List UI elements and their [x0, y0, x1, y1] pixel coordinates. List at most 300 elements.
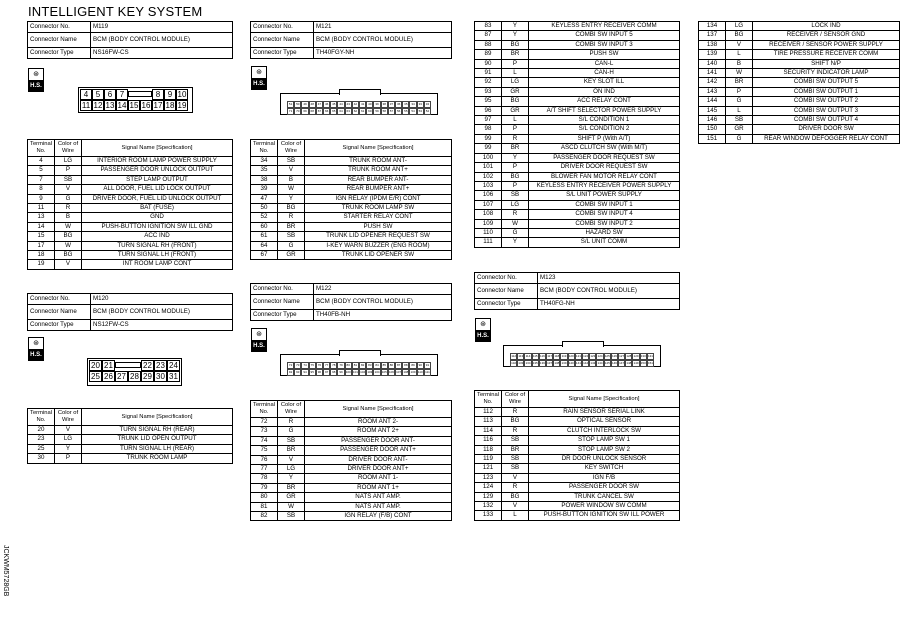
connector-pin: 12 — [93, 101, 103, 110]
color-cell: G — [502, 228, 529, 237]
table-row — [475, 163, 680, 172]
terminal-cell: 79 — [251, 483, 278, 492]
terminal-cell: 52 — [251, 213, 278, 222]
connector-pin: 58 — [382, 109, 386, 113]
terminal-cell: 99 — [475, 144, 502, 153]
color-cell: BG — [502, 97, 529, 106]
table-row — [475, 116, 680, 125]
color-cell: L — [502, 511, 529, 520]
connector-pin: 9 — [164, 89, 176, 100]
signal-cell: S/L CONDITION 2 — [529, 125, 680, 134]
signal-cell: TURN SIGNAL RH (FRONT) — [82, 241, 233, 250]
connector-pin: 72 — [288, 363, 293, 367]
connector-pin: 8 — [152, 89, 164, 100]
color-cell: V — [278, 166, 305, 175]
table-row — [475, 483, 680, 492]
color-cell: BG — [726, 31, 753, 40]
color-cell: G — [278, 427, 305, 436]
signal-cell: KEYLESS ENTRY RECEIVER COMM — [529, 22, 680, 31]
connector-pin: 141 — [575, 361, 581, 365]
terminal-cell: 50 — [251, 204, 278, 213]
color-cell: R — [502, 210, 529, 219]
terminal-cell: 14 — [28, 222, 55, 231]
connector-pin: 71 — [288, 109, 293, 113]
color-cell: BR — [726, 78, 753, 87]
table-row — [475, 436, 680, 445]
color-cell: L — [502, 116, 529, 125]
table-row — [28, 194, 233, 203]
terminal-cell: 88 — [475, 40, 502, 49]
color-cell: GR — [502, 106, 529, 115]
table-row — [699, 87, 900, 96]
terminal-cell: 97 — [475, 116, 502, 125]
connector-pin: 19 — [177, 101, 187, 110]
connector-face-m122 — [280, 354, 438, 376]
table-row — [251, 427, 452, 436]
connector-pin: 123 — [590, 354, 596, 358]
label: Connector Name — [251, 295, 314, 310]
table-row — [475, 210, 680, 219]
signal-cell: PUSH SW — [529, 50, 680, 59]
hs-icon: ⊛ H.S. — [251, 328, 267, 354]
color-cell: R — [502, 408, 529, 417]
terminal-cell: 89 — [475, 50, 502, 59]
color-cell: BR — [502, 50, 529, 59]
table-row — [475, 181, 680, 190]
connector-pin: 148 — [626, 361, 632, 365]
connector-info-m120 — [27, 293, 233, 331]
color-cell: W — [726, 69, 753, 78]
table-row — [475, 238, 680, 247]
value: TH40FG-NH — [538, 299, 680, 310]
value: M123 — [538, 273, 680, 284]
connector-pin: 145 — [604, 361, 610, 365]
table-row — [28, 204, 233, 213]
connector-pin: 66 — [324, 109, 329, 113]
terminal-cell: 108 — [475, 210, 502, 219]
color-cell: R — [278, 418, 305, 427]
connector-pin: 20 — [89, 360, 102, 371]
terminal-cell: 60 — [251, 222, 278, 231]
signal-cell: DRIVER DOOR, FUEL LID UNLOCK OUTPUT — [82, 194, 233, 203]
value: M119 — [91, 22, 233, 33]
connector-pin: 32 — [425, 102, 430, 106]
table-row — [28, 213, 233, 222]
table-row — [251, 446, 452, 455]
connector-pin: 110 — [417, 370, 423, 374]
connector-pin: 56 — [396, 109, 401, 113]
header-color: Color of Wire — [278, 140, 305, 157]
connector-pin: 126 — [611, 354, 617, 358]
connector-pin: 108 — [403, 370, 409, 374]
signal-cell: STOP LAMP SW 2 — [529, 445, 680, 454]
color-cell: SB — [278, 436, 305, 445]
signal-cell: I-KEY WARN BUZZER (ENG ROOM) — [305, 241, 452, 250]
signal-cell: PASSENGER DOOR ANT- — [305, 436, 452, 445]
signal-cell: KEYLESS ENTRY RECEIVER POWER SUPPLY — [529, 181, 680, 190]
signal-cell: TURN SIGNAL LH (FRONT) — [82, 251, 233, 260]
table-row — [251, 204, 452, 213]
color-cell: R — [278, 213, 305, 222]
terminal-cell: 151 — [699, 134, 726, 143]
connector-pin: 92 — [288, 370, 293, 374]
terminal-cell: 123 — [475, 473, 502, 482]
header-color: Color of Wire — [502, 391, 529, 408]
connector-pin: 77 — [324, 363, 329, 367]
terminal-cell: 5 — [28, 166, 55, 175]
connector-pin: 104 — [374, 370, 380, 374]
connector-pin: 26 — [102, 371, 115, 382]
label: Connector Name — [28, 305, 91, 320]
connector-pin: 14 — [117, 101, 127, 110]
color-cell: P — [502, 59, 529, 68]
label: Connector Type — [251, 48, 314, 59]
terminal-cell: 64 — [251, 241, 278, 250]
connector-pin: 85 — [382, 363, 386, 367]
connector-pin: 5 — [92, 89, 104, 100]
color-cell: BG — [502, 40, 529, 49]
terminal-cell: 92 — [475, 78, 502, 87]
signal-cell: SHIFT P (With A/T) — [529, 134, 680, 143]
connector-pin: 18 — [165, 101, 175, 110]
table-row — [251, 502, 452, 511]
terminal-cell: 98 — [475, 125, 502, 134]
color-cell: Y — [502, 238, 529, 247]
connector-pin — [115, 362, 141, 368]
terminal-cell: 11 — [28, 204, 55, 213]
table-row — [475, 191, 680, 200]
table-row — [475, 200, 680, 209]
color-cell: B — [55, 213, 82, 222]
terminal-cell: 74 — [251, 436, 278, 445]
connector-pin — [128, 91, 152, 97]
table-row — [251, 241, 452, 250]
table-row — [251, 483, 452, 492]
table-row — [28, 454, 233, 463]
terminal-cell: 118 — [475, 445, 502, 454]
table-row — [251, 194, 452, 203]
terminal-cell: 129 — [475, 492, 502, 501]
terminal-cell: 78 — [251, 474, 278, 483]
connector-pin: 21 — [102, 360, 115, 371]
signal-cell: NATS ANT AMP. — [305, 493, 452, 502]
connector-pin: 88 — [404, 363, 408, 367]
connector-pin: 45 — [332, 102, 336, 106]
connector-pin: 42 — [353, 102, 358, 106]
table-row — [28, 222, 233, 231]
table-row — [475, 134, 680, 143]
label: Connector Name — [475, 284, 538, 299]
table-row — [475, 172, 680, 181]
signal-table-m121 — [250, 139, 452, 260]
table-row — [475, 417, 680, 426]
connector-face-m123 — [503, 345, 661, 367]
signal-cell: DR DOOR UNLOCK SENSOR — [529, 455, 680, 464]
signal-cell: KEY SLOT ILL — [529, 78, 680, 87]
table-row — [251, 222, 452, 231]
connector-pin: 39 — [375, 102, 379, 106]
connector-pin: 143 — [590, 361, 596, 365]
connector-face-m119 — [78, 87, 193, 113]
connector-pin: 6 — [104, 89, 116, 100]
terminal-cell: 109 — [475, 219, 502, 228]
signal-cell: STOP LAMP SW 1 — [529, 436, 680, 445]
terminal-cell: 82 — [251, 512, 278, 521]
connector-pin: 103 — [367, 370, 373, 374]
signal-cell: PASSENGER DOOR UNLOCK OUTPUT — [82, 166, 233, 175]
terminal-cell: 8 — [28, 185, 55, 194]
table-row — [699, 31, 900, 40]
connector-pin: 44 — [339, 102, 343, 106]
color-cell: V — [278, 455, 305, 464]
color-cell: P — [726, 87, 753, 96]
terminal-cell: 138 — [699, 40, 726, 49]
color-cell: BR — [278, 446, 305, 455]
signal-cell: IGN F/B — [529, 473, 680, 482]
color-cell: BR — [278, 222, 305, 231]
terminal-cell: 119 — [475, 455, 502, 464]
table-row — [475, 87, 680, 96]
table-row — [28, 241, 233, 250]
signal-cell: TURN SIGNAL LH (REAR) — [82, 444, 233, 453]
color-cell: LG — [278, 465, 305, 474]
table-row — [475, 59, 680, 68]
signal-cell: ON IND — [529, 87, 680, 96]
signal-cell: SHIFT N/P — [753, 59, 900, 68]
terminal-cell: 112 — [475, 408, 502, 417]
signal-cell: REAR BUMPER ANT+ — [305, 185, 452, 194]
signal-cell: COMBI SW OUTPUT 1 — [753, 87, 900, 96]
terminal-cell: 113 — [475, 417, 502, 426]
table-row — [699, 106, 900, 115]
connector-pin: 61 — [360, 109, 365, 113]
connector-pin: 147 — [619, 361, 625, 365]
connector-pin: 59 — [375, 109, 379, 113]
connector-pin: 144 — [597, 361, 603, 365]
terminal-cell: 139 — [699, 50, 726, 59]
color-cell: SB — [502, 464, 529, 473]
color-cell: V — [502, 502, 529, 511]
signal-cell: PUSH SW — [305, 222, 452, 231]
connector-pin: 106 — [388, 370, 394, 374]
connector-pin: 137 — [547, 361, 553, 365]
terminal-cell: 35 — [251, 166, 278, 175]
table-row — [475, 492, 680, 501]
connector-pin: 133 — [518, 361, 524, 365]
connector-pin: 114 — [525, 354, 531, 358]
connector-pin: 112 — [511, 354, 516, 358]
terminal-cell: 141 — [699, 69, 726, 78]
connector-pin: 121 — [575, 354, 581, 358]
label: Connector No. — [475, 273, 538, 284]
signal-cell: COMBI SW OUTPUT 4 — [753, 116, 900, 125]
signal-cell: PUSH-BUTTON IGNITION SW ILL POWER — [529, 511, 680, 520]
color-cell: R — [55, 204, 82, 213]
connector-pin: 138 — [554, 361, 560, 365]
connector-pin: 95 — [310, 370, 314, 374]
connector-pin: 68 — [310, 109, 314, 113]
signal-cell: DRIVER DOOR ANT+ — [305, 465, 452, 474]
signal-cell: BLOWER FAN MOTOR RELAY CONT — [529, 172, 680, 181]
color-cell: SB — [55, 175, 82, 184]
color-cell: G — [278, 241, 305, 250]
connector-pin: 86 — [389, 363, 394, 367]
terminal-cell: 134 — [699, 22, 726, 31]
signal-cell: DRIVER DOOR ANT- — [305, 455, 452, 464]
signal-cell: KEY SWITCH — [529, 464, 680, 473]
table-row — [475, 50, 680, 59]
connector-pin: 132 — [511, 361, 517, 365]
table-row — [28, 426, 233, 435]
signal-cell: IGN RELAY (F/B) CONT — [305, 512, 452, 521]
signal-cell: DRIVER DOOR SW — [753, 125, 900, 134]
signal-table-m123 — [474, 390, 680, 521]
signal-cell: PASSENGER DOOR REQUEST SW — [529, 153, 680, 162]
color-cell: R — [502, 426, 529, 435]
signal-cell: PUSH-BUTTON IGNITION SW ILL GND — [82, 222, 233, 231]
terminal-cell: 30 — [28, 454, 55, 463]
table-row — [699, 69, 900, 78]
terminal-cell: 110 — [475, 228, 502, 237]
color-cell: R — [502, 483, 529, 492]
table-row — [28, 166, 233, 175]
connector-pin: 60 — [368, 109, 372, 113]
connector-pin: 34 — [411, 102, 415, 106]
terminal-cell: 23 — [28, 435, 55, 444]
connector-pin: 146 — [611, 361, 617, 365]
connector-pin: 50 — [296, 102, 300, 106]
terminal-cell: 95 — [475, 97, 502, 106]
header-signal: Signal Name [Specification] — [82, 409, 233, 426]
terminal-cell: 100 — [475, 153, 502, 162]
table-row — [699, 78, 900, 87]
value: M120 — [91, 294, 233, 305]
label: Connector No. — [251, 22, 314, 33]
connector-pin: 84 — [375, 363, 379, 367]
color-cell: V — [55, 185, 82, 194]
signal-cell: COMBI SW INPUT 2 — [529, 219, 680, 228]
color-cell: BG — [278, 204, 305, 213]
label: Connector Type — [251, 310, 314, 321]
table-row — [475, 69, 680, 78]
connector-pin: 24 — [167, 360, 180, 371]
color-cell: W — [55, 241, 82, 250]
hs-icon: ⊛ H.S. — [251, 66, 267, 92]
connector-pin: 125 — [604, 354, 610, 358]
signal-table-col4 — [698, 21, 900, 144]
table-row — [475, 219, 680, 228]
header-terminal: Terminal No. — [251, 140, 278, 157]
value: BCM (BODY CONTROL MODULE) — [538, 284, 680, 299]
signal-cell: ACC IND — [82, 232, 233, 241]
signal-cell: S/L UNIT POWER SUPPLY — [529, 191, 680, 200]
table-row — [251, 175, 452, 184]
color-cell: Y — [502, 153, 529, 162]
value: BCM (BODY CONTROL MODULE) — [91, 305, 233, 320]
table-row — [28, 157, 233, 166]
terminal-cell: 76 — [251, 455, 278, 464]
connector-pin: 99 — [339, 370, 343, 374]
connector-pin: 41 — [360, 102, 365, 106]
table-row — [28, 260, 233, 269]
color-cell: L — [726, 50, 753, 59]
color-cell: G — [55, 194, 82, 203]
table-row — [251, 418, 452, 427]
signal-cell: CAN-L — [529, 59, 680, 68]
terminal-cell: 87 — [475, 31, 502, 40]
table-row — [699, 22, 900, 31]
terminal-cell: 146 — [699, 116, 726, 125]
hs-icon: ⊛ H.S. — [475, 318, 491, 344]
terminal-cell: 73 — [251, 427, 278, 436]
connector-pin: 52 — [425, 109, 430, 113]
connector-info-m121 — [250, 21, 452, 59]
connector-pin: 111 — [425, 370, 430, 374]
color-cell: GR — [278, 251, 305, 260]
connector-pin: 101 — [352, 370, 358, 374]
signal-cell: ROOM ANT 2- — [305, 418, 452, 427]
color-cell: G — [726, 97, 753, 106]
connector-pin: 27 — [115, 371, 128, 382]
connector-pin: 29 — [141, 371, 154, 382]
connector-pin: 22 — [141, 360, 154, 371]
table-row — [251, 474, 452, 483]
table-row — [475, 22, 680, 31]
color-cell: BG — [502, 417, 529, 426]
signal-cell: COMBI SW INPUT 3 — [529, 40, 680, 49]
table-row — [251, 232, 452, 241]
terminal-cell: 13 — [28, 213, 55, 222]
signal-cell: ROOM ANT 1+ — [305, 483, 452, 492]
connector-pin: 113 — [518, 354, 524, 358]
connector-pin: 51 — [288, 102, 293, 106]
color-cell: V — [55, 426, 82, 435]
table-row — [699, 125, 900, 134]
terminal-cell: 114 — [475, 426, 502, 435]
connector-pin: 119 — [561, 354, 567, 358]
signal-cell: REAR BUMPER ANT- — [305, 175, 452, 184]
value: NS16FW-CS — [91, 48, 233, 59]
connector-pin: 4 — [80, 89, 92, 100]
color-cell: L — [726, 106, 753, 115]
signal-cell: TRUNK ROOM ANT- — [305, 157, 452, 166]
terminal-cell: 38 — [251, 175, 278, 184]
connector-info-m122 — [250, 283, 452, 321]
connector-pin: 15 — [129, 101, 139, 110]
connector-pin: 100 — [345, 370, 351, 374]
terminal-cell: 7 — [28, 175, 55, 184]
color-cell: Y — [502, 31, 529, 40]
table-row — [475, 97, 680, 106]
label: Connector No. — [28, 294, 91, 305]
terminal-cell: 75 — [251, 446, 278, 455]
color-cell: P — [55, 166, 82, 175]
signal-cell: GND — [82, 213, 233, 222]
connector-pin: 17 — [153, 101, 163, 110]
terminal-cell: 18 — [28, 251, 55, 260]
connector-info-m119 — [27, 21, 233, 59]
value: BCM (BODY CONTROL MODULE) — [314, 295, 452, 310]
signal-cell: TURN SIGNAL RH (REAR) — [82, 426, 233, 435]
connector-pin: 149 — [633, 361, 639, 365]
value: M121 — [314, 22, 452, 33]
connector-pin: 91 — [425, 363, 430, 367]
signal-cell: REAR WINDOW DEFOGGER RELAY CONT — [753, 134, 900, 143]
terminal-cell: 39 — [251, 185, 278, 194]
terminal-cell: 34 — [251, 157, 278, 166]
connector-pin: 23 — [154, 360, 167, 371]
connector-pin: 70 — [296, 109, 300, 113]
